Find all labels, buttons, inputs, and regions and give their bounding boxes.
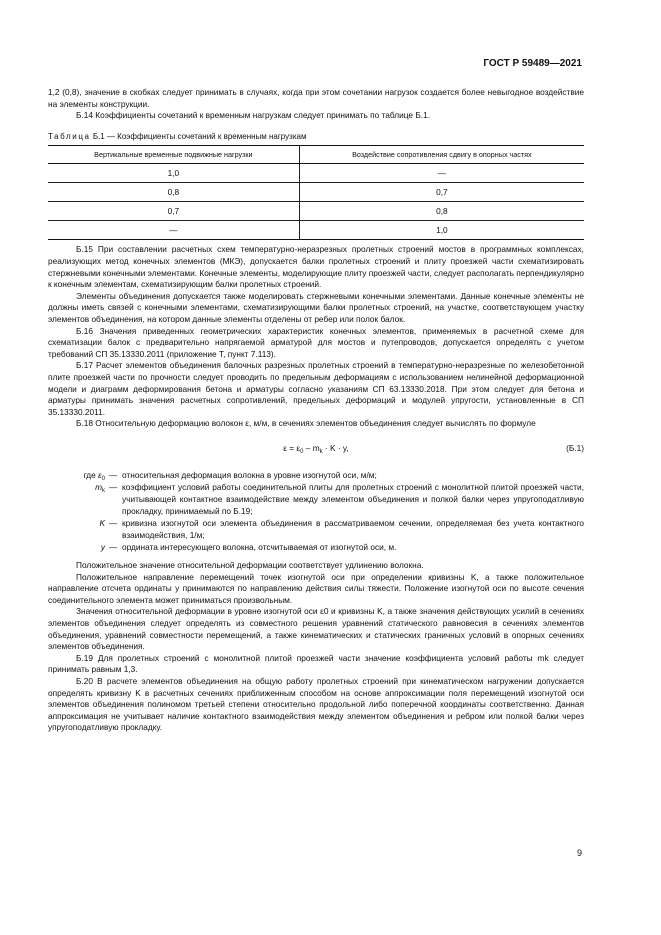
definition-dash: —	[109, 518, 118, 529]
document-code: ГОСТ Р 59489—2021	[483, 58, 582, 69]
paragraph-positive: Положительное значение относительной деформации соответствует удлинению волокна.	[76, 560, 424, 571]
table-header-row	[48, 146, 584, 164]
page-number: 9	[577, 848, 583, 858]
formula-number: (Б.1)	[566, 442, 584, 453]
table-cell: 0,7	[48, 202, 299, 221]
definition-symbol-main: ε	[98, 469, 102, 480]
formula-sub-k: k	[319, 448, 323, 455]
definition-symbol-main: K	[99, 518, 105, 529]
definition-item	[48, 470, 584, 482]
formula-eps: ε = ε	[283, 442, 301, 453]
definition-symbol-sub: 0	[101, 475, 105, 482]
table-row	[48, 183, 584, 202]
paragraph-b19: Б.19 Для пролетных строений с монолитной плитой проезжей части значение коэффициента условий работы mk следует принимать равным 1,3.	[48, 652, 584, 675]
table-row	[48, 221, 584, 240]
definition-dash: —	[109, 542, 118, 553]
definition-item	[48, 518, 584, 541]
formula-rest: · K · y,	[322, 442, 349, 453]
paragraph-b14: Б.14 Коэффициенты сочетаний к временным нагрузкам следует принимать по таблице Б.1.	[76, 110, 430, 121]
formula-m: – m	[303, 442, 320, 453]
paragraph-elements: Элементы объединения допускается также моделировать стержневыми конечными элементами. Данные конечные элементы не должны иметь связей с конечными элементами, схематизирующими балки пролетных строений, на участке, соответствующем участку элементов объединения, на котором данные элементы отделены от ребер или полок балок.	[48, 290, 584, 324]
body-text	[48, 87, 584, 734]
definition-text: ордината интересующего волокна, отсчитываемая от изогнутой оси, м.	[122, 542, 397, 553]
table-cell: 0,8	[48, 183, 299, 202]
definitions-list	[48, 470, 584, 554]
definition-text: коэффициент условий работы соединительной плиты для пролетных строений с монолитной плитой проезжей части, учитывающей контактное взаимодействие между элементом объединения и полкой балки через упругоподатливую прокладку, принимаемый по Б.19;	[122, 482, 584, 516]
definition-dash: —	[109, 482, 118, 493]
definition-symbol	[48, 518, 109, 541]
definition-item	[48, 482, 584, 517]
table-header-cell: Вертикальные временные подвижные нагрузки	[48, 146, 299, 164]
definition-symbol-main: y	[100, 542, 105, 553]
paragraph-continuation: 1,2 (0,8), значение в скобках следует принимать в случаях, когда при этом сочетании нагрузок создается более невыгодное воздействие на элементы конструкции.	[48, 87, 584, 109]
paragraph-b18: Б.18 Относительную деформацию волокон ε, м/м, в сечениях элементов объединения следует вычислять по формуле	[76, 418, 536, 429]
definition-symbol-sub: k	[102, 488, 105, 495]
definition-symbol	[48, 470, 109, 482]
table-cell: 1,0	[48, 164, 299, 183]
definition-dash: —	[109, 469, 118, 480]
paragraph-b17: Б.17 Расчет элементов объединения балочных разрезных пролетных строений в температурно-неразрезные по железобетонной плите проезжей части по прочности следует проводить по предельным деформациям с использованием нелинейной деформационной модели и диаграмм деформирования бетона и арматуры согласно указаниям СП 63.13330.2018. При этом следует для бетона и арматуры принимать значения расчетных сопротивлений, предельных деформаций и модулей упругости, установленные в СП 35.13330.2011.	[48, 360, 584, 417]
table-header-cell: Воздействие сопротивления сдвигу в опорных частях	[299, 146, 584, 164]
definition-item	[48, 542, 584, 554]
table-cell: —	[299, 164, 584, 183]
definition-symbol	[48, 542, 109, 554]
paragraph-direction: Положительное направление перемещений точек изогнутой оси при определении кривизны K, а также положительное направление отсчета ординаты y принимаются по направлению действия силы тяжести. Положение изогнутой оси по высоте сечения соединительного элемента может приниматься произвольным.	[48, 571, 584, 605]
definition-prefix: где	[83, 469, 98, 480]
table-caption	[48, 131, 584, 143]
definition-text: кривизна изогнутой оси элемента объединения в рассматриваемом сечении, определяемая без учета контактного взаимодействия, 1/м;	[122, 518, 584, 540]
table-cell: 1,0	[299, 221, 584, 240]
paragraph-b20: Б.20 В расчете элементов объединения на общую работу пролетных строений при кинематическом нагружении допускается определять кривизну K в расчетных сечениях приближенным способом на основе аппроксимации поля перемещений изогнутой оси элементов объединения полиномом третьей степени относительно продольной либо поперечной координаты соответственно. Данная аппроксимация не учитывает наличие контактного взаимодействия между элементом объединения и ребром или полкой балки через упругоподатливую прокладку.	[48, 675, 584, 733]
formula-sub-zero: 0	[300, 448, 304, 455]
table-label: Таблица	[48, 131, 91, 141]
formula-b1	[48, 440, 584, 462]
paragraph-b16: Б.16 Значения приведенных геометрических характеристик конечных элементов, применяемых в расчетной схеме для схематизации балок с предварительно напрягаемой арматурой для мостов и путепроводов, допускается определять с учетом требований СП 35.13330.2011 (приложение Т, пункт 7.113).	[48, 325, 584, 359]
definition-symbol-main: m	[95, 482, 102, 493]
formula-expression	[48, 443, 584, 455]
table-cell: 0,8	[299, 202, 584, 221]
table-title: Б.1 — Коэффициенты сочетаний к временным нагрузкам	[92, 131, 307, 141]
table-row	[48, 202, 584, 221]
paragraph-b15: Б.15 При составлении расчетных схем температурно-неразрезных пролетных строений мостов в программных комплексах, реализующих метод конечных элементов (МКЭ), допускается балки пролетных строений и плиту проезжей части схематизировать стержневыми конечными элементами. Конечные элементы, моделирующие плиту проезжей части, следует располагать перпендикулярно к конечным элементам, схематизирующим балки пролетных строений.	[48, 244, 584, 290]
definition-symbol	[48, 482, 109, 517]
paragraph-values: Значения относительной деформации в уровне изогнутой оси ε0 и кривизны K, а также значения действующих усилий в сечениях элементов объединения следует определять из совместного решения уравнений статического равновесия в сечениях элементов объединения, уравнений совместности перемещений, а также кинематических и статических граничных условий в опорных сечениях элементов объединения.	[48, 606, 584, 652]
table-cell: —	[48, 221, 299, 240]
table-cell: 0,7	[299, 183, 584, 202]
definition-text: относительная деформация волокна в уровне изогнутой оси, м/м;	[122, 469, 377, 480]
table-row	[48, 164, 584, 183]
coefficients-table	[48, 145, 584, 240]
